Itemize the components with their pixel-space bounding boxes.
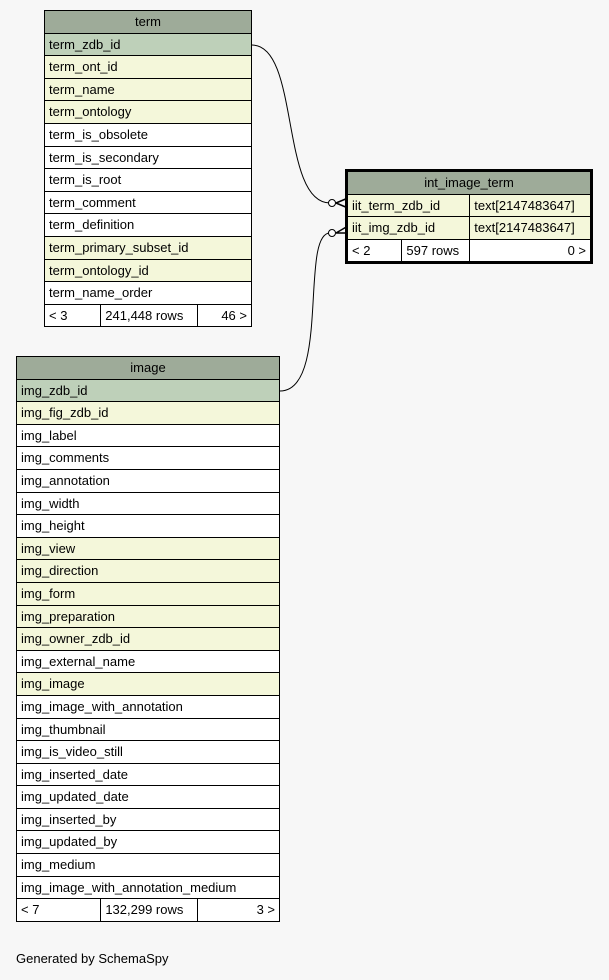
table-int-image-term[interactable] — [345, 169, 593, 264]
column-row[interactable] — [17, 808, 280, 831]
column-name: img_thumbnail — [17, 718, 280, 741]
column-row[interactable] — [17, 628, 280, 651]
link-term-optional-marker — [329, 200, 336, 207]
column-name: img_inserted_by — [17, 808, 280, 831]
column-name: img_zdb_id — [17, 379, 280, 402]
column-name: img_width — [17, 492, 280, 515]
table-header-row — [17, 357, 280, 380]
child-count: 46 > — [197, 304, 251, 327]
column-row[interactable] — [17, 718, 280, 741]
column-name: img_annotation — [17, 469, 280, 492]
column-name: term_is_secondary — [45, 146, 252, 169]
column-row[interactable] — [17, 560, 280, 583]
parent-count: < 3 — [45, 304, 101, 327]
column-name: term_primary_subset_id — [45, 236, 252, 259]
column-row[interactable] — [45, 146, 252, 169]
column-row[interactable] — [45, 33, 252, 56]
column-row[interactable] — [45, 236, 252, 259]
child-count: 0 > — [470, 239, 592, 263]
column-name: img_external_name — [17, 650, 280, 673]
column-row[interactable] — [45, 101, 252, 124]
column-name: term_comment — [45, 191, 252, 214]
column-row[interactable] — [17, 537, 280, 560]
column-row[interactable] — [45, 123, 252, 146]
column-name: term_definition — [45, 214, 252, 237]
table-header-row — [347, 171, 592, 195]
table-title: term — [45, 11, 252, 34]
column-name: term_ontology — [45, 101, 252, 124]
column-row[interactable] — [17, 650, 280, 673]
column-name: img_label — [17, 424, 280, 447]
parent-count: < 7 — [17, 899, 101, 922]
column-row[interactable] — [45, 191, 252, 214]
column-row[interactable] — [45, 259, 252, 282]
link-image-optional-marker — [329, 230, 336, 237]
column-name: img_form — [17, 582, 280, 605]
column-name: term_name — [45, 78, 252, 101]
column-name: img_inserted_date — [17, 763, 280, 786]
column-name: term_is_obsolete — [45, 123, 252, 146]
column-row[interactable] — [45, 169, 252, 192]
column-row[interactable] — [45, 78, 252, 101]
column-name: img_image — [17, 673, 280, 696]
table-footer-row — [17, 899, 280, 922]
column-row[interactable] — [17, 831, 280, 854]
row-count: 241,448 rows — [101, 304, 197, 327]
column-row[interactable] — [17, 763, 280, 786]
column-name: img_fig_zdb_id — [17, 402, 280, 425]
link-image-to-int-image-term — [280, 233, 330, 391]
column-row[interactable] — [17, 447, 280, 470]
column-name: img_updated_by — [17, 831, 280, 854]
column-name: img_direction — [17, 560, 280, 583]
column-row[interactable] — [17, 402, 280, 425]
column-name: img_comments — [17, 447, 280, 470]
generated-by-credit: Generated by SchemaSpy — [16, 951, 169, 966]
column-row[interactable] — [17, 379, 280, 402]
column-name: img_image_with_annotation — [17, 695, 280, 718]
link-term-to-int-image-term — [252, 45, 330, 203]
table-term[interactable] — [44, 10, 252, 327]
table-title: image — [17, 357, 280, 380]
column-type: text[2147483647] — [470, 194, 592, 217]
parent-count: < 2 — [347, 239, 402, 263]
column-name: img_height — [17, 515, 280, 538]
column-row[interactable] — [17, 741, 280, 764]
table-header-row — [45, 11, 252, 34]
column-row[interactable] — [17, 786, 280, 809]
column-name: img_image_with_annotation_medium — [17, 876, 280, 899]
column-name: img_is_video_still — [17, 741, 280, 764]
column-row[interactable] — [17, 492, 280, 515]
row-count: 132,299 rows — [101, 899, 197, 922]
column-name: img_owner_zdb_id — [17, 628, 280, 651]
column-row[interactable] — [17, 695, 280, 718]
column-name: img_updated_date — [17, 786, 280, 809]
column-row[interactable] — [17, 605, 280, 628]
column-name: term_ontology_id — [45, 259, 252, 282]
column-name: iit_term_zdb_id — [347, 194, 470, 217]
column-name: term_ont_id — [45, 56, 252, 79]
column-name: img_preparation — [17, 605, 280, 628]
column-name: term_name_order — [45, 282, 252, 305]
column-row[interactable] — [347, 194, 592, 217]
column-name: term_is_root — [45, 169, 252, 192]
column-row[interactable] — [17, 582, 280, 605]
column-row[interactable] — [17, 469, 280, 492]
table-title: int_image_term — [347, 171, 592, 195]
column-row[interactable] — [17, 673, 280, 696]
column-row[interactable] — [17, 854, 280, 877]
table-image[interactable] — [16, 356, 280, 922]
column-name: img_view — [17, 537, 280, 560]
column-type: text[2147483647] — [470, 217, 592, 240]
column-row[interactable] — [347, 217, 592, 240]
column-row[interactable] — [45, 282, 252, 305]
table-footer-row — [45, 304, 252, 327]
column-name: iit_img_zdb_id — [347, 217, 470, 240]
column-name: term_zdb_id — [45, 33, 252, 56]
column-name: img_medium — [17, 854, 280, 877]
row-count: 597 rows — [402, 239, 470, 263]
column-row[interactable] — [17, 424, 280, 447]
column-row[interactable] — [45, 214, 252, 237]
column-row[interactable] — [17, 876, 280, 899]
column-row[interactable] — [17, 515, 280, 538]
column-row[interactable] — [45, 56, 252, 79]
child-count: 3 > — [197, 899, 279, 922]
table-footer-row — [347, 239, 592, 263]
